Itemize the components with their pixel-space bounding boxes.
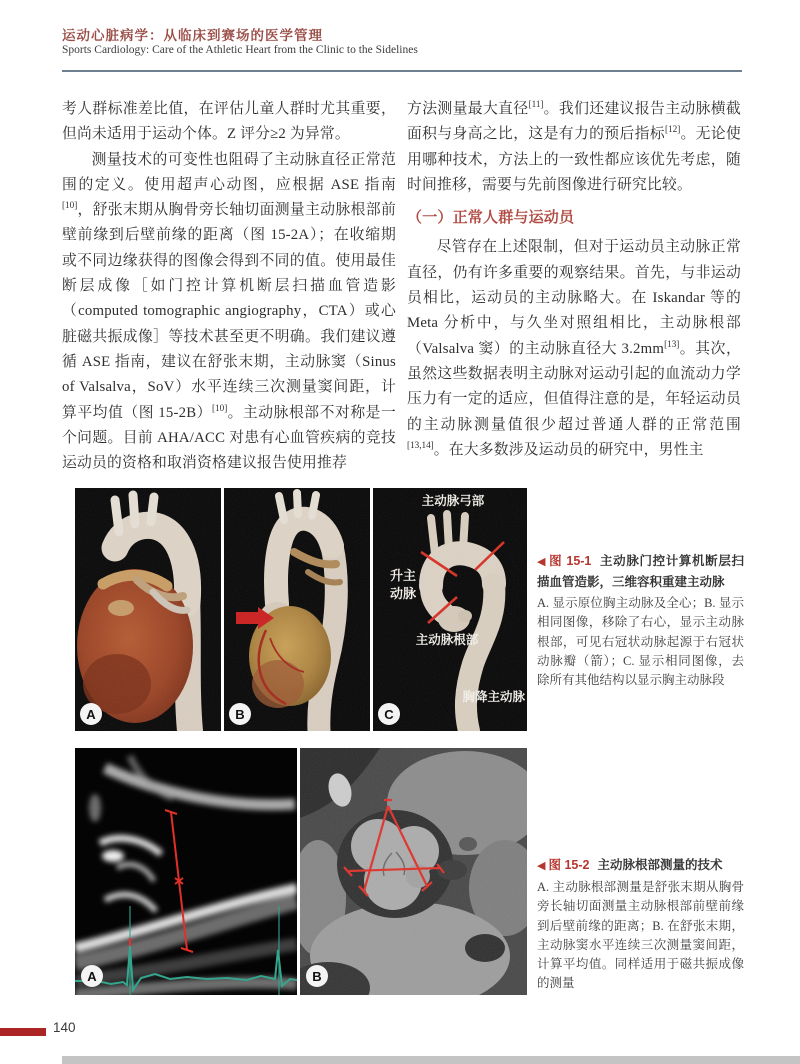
annotation-ascending-aorta-line1: 升主 <box>389 568 417 583</box>
scan-edge-strip <box>62 1056 800 1064</box>
caption-pointer-icon: ◀ <box>537 860 546 872</box>
echocardiogram-image <box>75 748 297 995</box>
annotation-ascending-aorta-line2: 动脉 <box>389 586 417 601</box>
annotation-aortic-root: 主动脉根部 <box>415 633 479 647</box>
page-number: 140 <box>53 1020 76 1035</box>
figure-15-1-panel-b <box>224 488 370 731</box>
figure-caption-title <box>537 551 744 592</box>
panel-a-label: A <box>86 707 96 722</box>
figure-15-1-caption <box>537 551 744 690</box>
panel-b-label: B <box>312 969 322 984</box>
annotation-aortic-arch: 主动脉弓部 <box>421 494 485 508</box>
figure-title-text: 主动脉根部测量的技术 <box>597 858 723 872</box>
annotation-descending-aorta: 胸降主动脉 <box>462 690 525 704</box>
figure-15-1-panel-a <box>75 488 221 731</box>
paragraph: 考人群标准差比值，在评估儿童人群时尤其重要，但尚未适用于运动个体。Z 评分≥2 为异常。 <box>62 101 396 143</box>
book-title-chinese: 运动心脏病学：从临床到赛场的医学管理 <box>62 28 323 43</box>
header-rule <box>62 70 742 72</box>
book-title-english: Sports Cardiology: Care of the Athletic Heart from the Clinic to the Sidelines <box>62 44 418 56</box>
ct-3d-thoracic-aorta-image <box>373 488 527 731</box>
figure-15-2-caption <box>537 855 744 994</box>
ct-3d-aorta-whole-heart-image <box>75 488 221 731</box>
figure-15-2-panel-b <box>300 748 527 995</box>
ct-3d-aorta-root-image <box>224 488 370 731</box>
figure-number: 图 15-1 <box>549 554 592 568</box>
panel-b-label: B <box>235 707 245 722</box>
figure-15-1-panel-c <box>373 488 527 731</box>
figure-15-1 <box>75 488 527 731</box>
figure-15-2-panel-a <box>75 748 297 995</box>
section-heading: （一）正常人群与运动员 <box>407 209 575 227</box>
left-text-column <box>62 97 396 476</box>
paragraph: 尽管存在上述限制，但对于运动员主动脉正常直径，仍有许多重要的观察结果。首先，与非运动员相比，运动员的主动脉略大。在 Iskandar 等的 Meta 分析中，与久坐对照组相比，主动脉根部（Valsalva 窦）的主动脉直径大 3.2mm[13]。其次，虽然这些数据表明主动脉对运动引起的血流动力学压力有一定的适应，但值得注意的是，年轻运动员的主动脉测量值很少超过普通人群的正常范围[13,14]。在大多数涉及运动员的研究中，男性主 <box>407 239 741 458</box>
right-text-column <box>407 97 741 463</box>
ct-axial-aortic-root-image <box>300 748 527 995</box>
paragraph: 测量技术的可变性也阻碍了主动脉直径正常范围的定义。使用超声心动图，应根据 ASE 指南[10]，舒张末期从胸骨旁长轴切面测量主动脉根部前壁前缘到后壁前缘的距离（图 15-2A）；在收缩期或不同边缘获得的图像会得到不同的值。使用最佳断层成像［如门控计算机断层扫描血管造影（computed tomographic angiography，CTA）或心脏磁共振成像］等技术甚至更不明确。我们建议遵循 ASE 指南，建议在舒张末期，主动脉窦（Sinus of Valsalva，SoV）水平连续三次测量窦间距，计算平均值（图 15-2B）[10]。主动脉根部不对称是一个问题。目前 AHA/ACC 对患有心血管疾病的竞技运动员的资格和取消资格建议报告使用推荐 <box>62 151 397 472</box>
panel-a-label: A <box>87 969 97 984</box>
figure-title-text: 主动脉门控计算机断层扫描血管造影，三维容积重建主动脉 <box>537 554 744 589</box>
figure-caption-description: A. 显示原位胸主动脉及全心；B. 显示相同图像，移除了右心，显示主动脉根部，可见右冠状动脉起源于右冠状动脉瓣（箭）；C. 显示相同图像，去除所有其他结构以显示胸主动脉段 <box>537 596 744 688</box>
footer-accent-bar <box>0 1028 46 1036</box>
figure-number: 图 15-2 <box>548 858 590 872</box>
figure-caption-description: A. 主动脉根部测量是舒张末期从胸骨旁长轴切面测量主动脉根部前壁前缘到后壁前缘的距离；B. 在舒张末期，主动脉窦水平连续三次测量窦间距，计算平均值。同样适用于磁共振成像的测量 <box>537 880 744 991</box>
paragraph: 方法测量最大直径[11]。我们还建议报告主动脉横截面积与身高之比，这是有力的预后指标[12]。无论使用哪种技术，方法上的一致性都应该优先考虑，随时间推移，需要与先前图像进行研究比较。 <box>407 99 741 193</box>
figure-15-2 <box>75 748 527 995</box>
panel-c-label: C <box>384 707 394 722</box>
caption-pointer-icon: ◀ <box>537 556 547 568</box>
figure-caption-title <box>537 855 744 876</box>
